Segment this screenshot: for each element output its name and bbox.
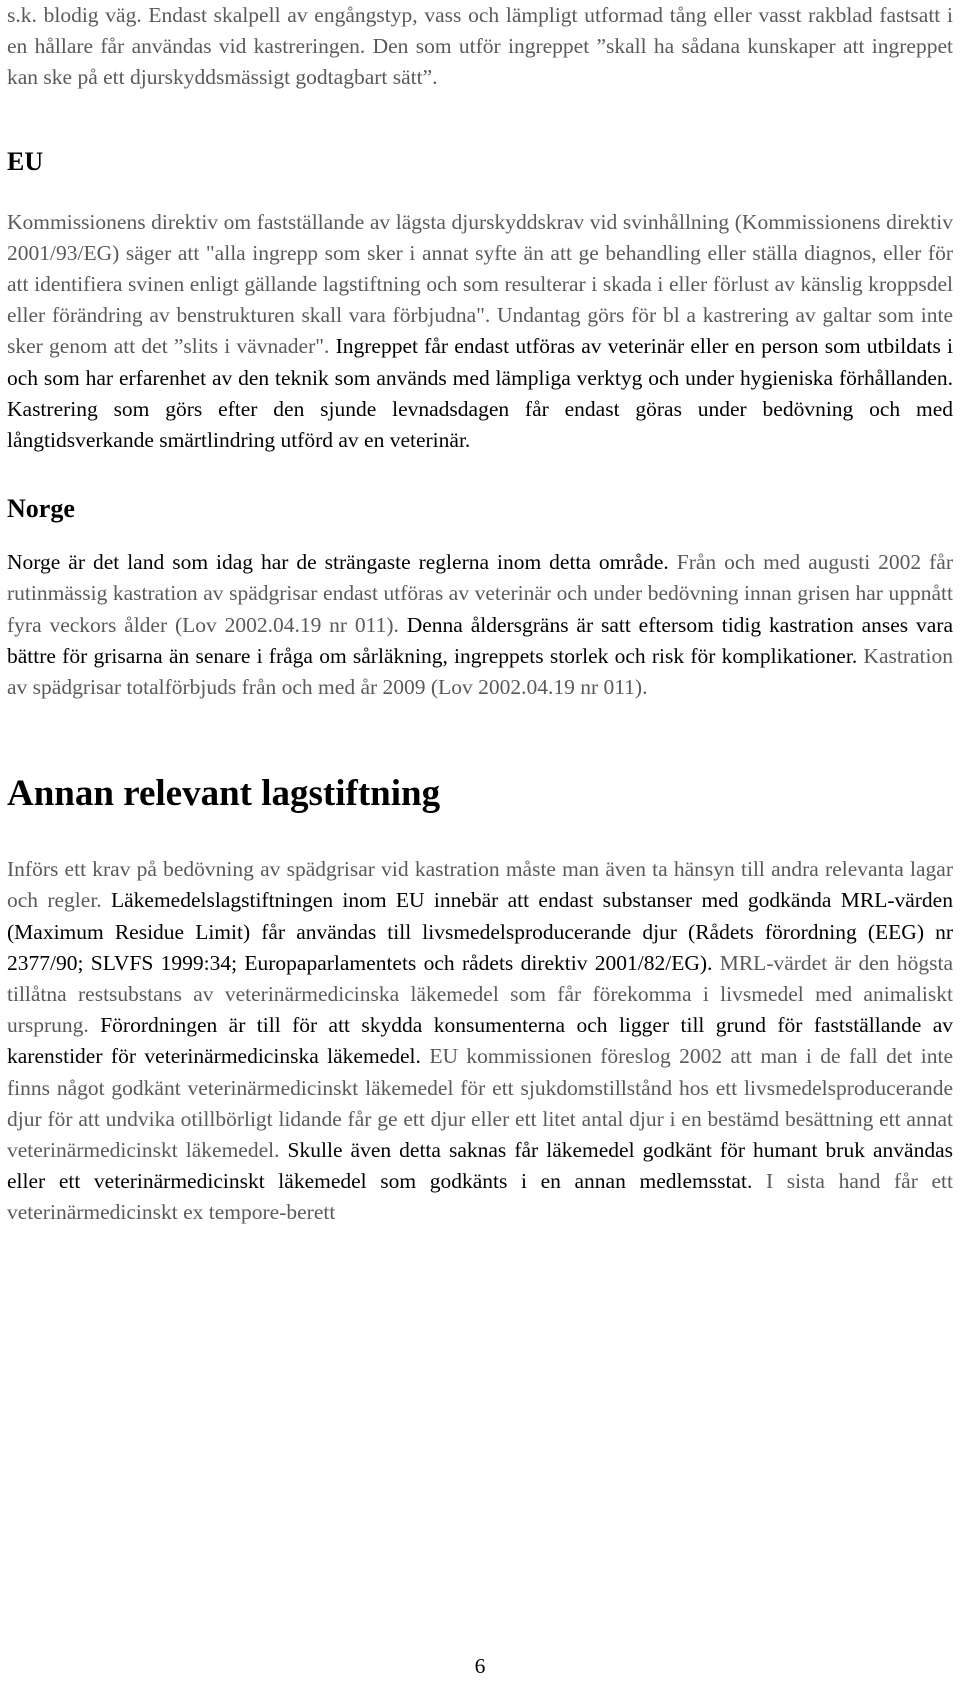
annan-text-part3: MRL-värdet är den högsta tillåtna restsubstans av veterinärmedicinska läkemedel som får förekomma i livsmedel med animaliskt ursprung. bbox=[7, 950, 953, 1038]
section-heading-eu: EU bbox=[7, 146, 44, 176]
page-number: 6 bbox=[474, 1654, 486, 1678]
norge-text-part3: Denna åldersgräns är satt eftersom tidig kastration anses vara bättre för grisarna än senare i fråga om sårläkning, ingreppets storlek och risk för komplikationer. bbox=[7, 612, 953, 668]
annan-paragraph bbox=[7, 854, 953, 1228]
document-page bbox=[7, 0, 953, 1229]
intro-paragraph: s.k. blodig väg. Endast skalpell av engångstyp, vass och lämpligt utformad tång eller vasst rakblad fastsatt i en hållare får användas vid kastreringen. Den som utför ingreppet ”skall ha sådana kunskaper att ingreppet kan ske på ett djurskyddsmässigt godtagbart sätt”. bbox=[7, 3, 953, 90]
annan-text-part6: Skulle även detta saknas får läkemedel godkänt för humant bruk användas eller ett veterinärmedicinskt läkemedel som godkänts i en annan medlemsstat. bbox=[7, 1138, 953, 1194]
eu-paragraph bbox=[7, 207, 953, 457]
norge-paragraph bbox=[7, 547, 953, 703]
norge-text-part4: Kastration av spädgrisar totalförbjuds från och med år 2009 (Lov 2002.04.19 nr 011). bbox=[7, 643, 953, 700]
annan-text-part5: EU kommissionen föreslog 2002 att man i de fall det inte finns något godkänt veterinärmedicinskt läkemedel för ett sjukdomstillstånd hos ett livsmedelsproducerande djur för att undvika otillbörligt lidande får ge ett djur eller ett litet antal djur i en bestämd besättning ett annat veterinärmedicinskt läkemedel. bbox=[7, 1044, 954, 1163]
norge-text-part2: Från och med augusti 2002 får rutinmässig kastration av spädgrisar endast utföras av veterinär och under bedövning innan grisen har uppnått fyra veckors ålder (Lov 2002.04.19 nr 011). bbox=[7, 550, 954, 637]
annan-text-part7: I sista hand får ett veterinärmedicinskt ex tempore-berett bbox=[7, 1169, 953, 1225]
eu-text-part2: Ingreppet får endast utföras av veterinär eller en person som utbildats i och som har erfarenhet av den teknik som används med lämpliga verktyg och under hygieniska förhållanden. bbox=[7, 334, 953, 390]
annan-text-part1: Införs ett krav på bedövning av spädgrisar vid kastration måste man även ta hänsyn till andra relevanta lagar och regler. bbox=[7, 857, 953, 913]
annan-text-part2: Läkemedelslagstiftningen inom EU innebär att endast substanser med godkända MRL-värden (Maximum Residue Limit) får användas till livsmedelsproducerande djur (Rådets förordning (EEG) nr 2377/90; SLVFS 1999:34; Europaparlamentets och rådets direktiv 2001/82/EG). bbox=[7, 888, 953, 975]
eu-text-part1: Kommissionens direktiv om fastställande av lägsta djurskyddskrav vid svinhållning (Kommissionens direktiv 2001/93/EG) säger att "alla ingrepp som sker i annat syfte än att ge behandling eller ställa diagnos, eller för att identifiera svinen enligt gällande lagstiftning och som resulterar i skada i eller förlust av känslig kroppsdel eller förändring av benstrukturen skall vara förbjudna". Undantag görs för bl a kastrering av galtar som inte sker genom att det ”slits i vävnader". bbox=[7, 209, 953, 359]
section-heading-annan-relevant-lagstiftning: Annan relevant lagstiftning bbox=[7, 773, 441, 815]
annan-text-part4: Förordningen är till för att skydda konsumenterna och ligger till grund för fastställande av karenstider för veterinärmedicinska läkemedel. bbox=[7, 1013, 953, 1069]
norge-text-part1: Norge är det land som idag har de strängaste reglerna inom detta område. bbox=[7, 550, 669, 575]
section-heading-norge: Norge bbox=[7, 494, 75, 524]
eu-text-part3: Kastrering som görs efter den sjunde levnadsdagen får endast göras under bedövning och med långtidsverkande smärtlindring utförd av en veterinär. bbox=[7, 396, 953, 453]
